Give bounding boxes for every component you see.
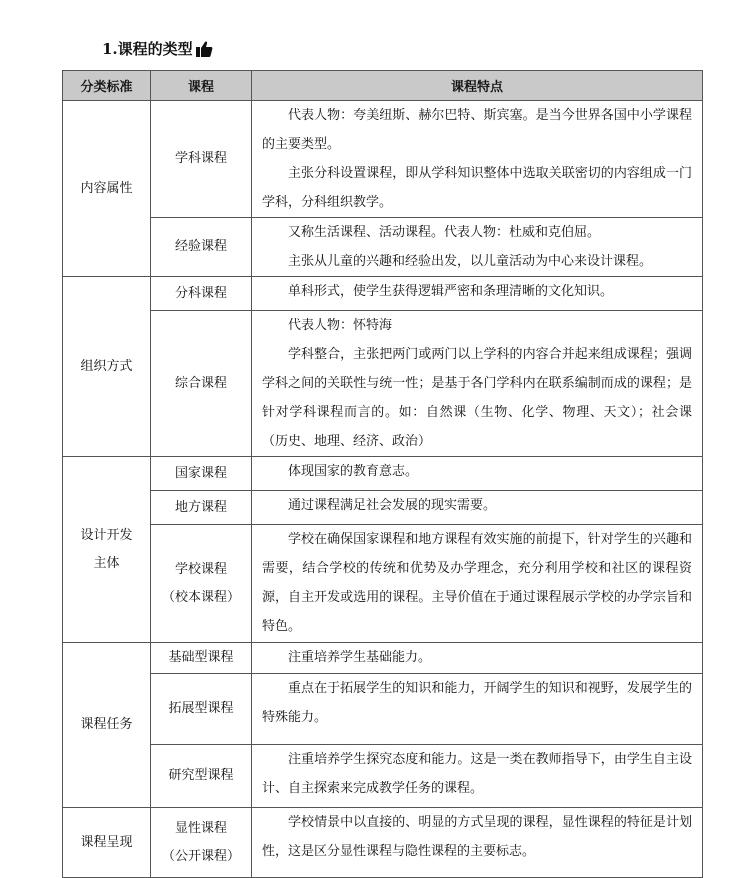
table-header-row — [63, 71, 703, 101]
feature-paragraph: 主张从儿童的兴趣和经验出发，以儿童活动为中心来设计课程。 — [288, 254, 653, 269]
course-cell: 地方课程 — [151, 491, 252, 525]
section-heading — [102, 38, 213, 59]
category-cell — [63, 457, 151, 643]
table-row — [63, 457, 703, 491]
feature-paragraph: 重点在于拓展学生的知识和能力，开阔学生的知识和视野，发展学生的特殊能力。 — [262, 681, 692, 725]
header-category: 分类标准 — [63, 71, 151, 101]
features-cell — [252, 674, 703, 745]
category-cell: 课程任务 — [63, 643, 151, 808]
table-row — [63, 218, 703, 277]
table-row — [63, 745, 703, 808]
header-features: 课程特点 — [252, 71, 703, 101]
course-line: （公开课程） — [161, 848, 240, 864]
course-cell: 基础型课程 — [151, 643, 252, 674]
features-cell — [252, 457, 703, 491]
course-cell: 分科课程 — [151, 277, 252, 311]
course-line: 学校课程 — [174, 561, 227, 577]
course-cell — [151, 808, 252, 878]
feature-paragraph: 代表人物：怀特海 — [288, 318, 393, 333]
course-cell: 国家课程 — [151, 457, 252, 491]
course-cell: 研究型课程 — [151, 745, 252, 808]
feature-paragraph: 体现国家的教育意志。 — [288, 464, 419, 479]
features-cell — [252, 101, 703, 218]
features-cell — [252, 643, 703, 674]
feature-paragraph: 学科整合，主张把两门或两门以上学科的内容合并起来组成课程；强调学科之间的关联性与统一性；是基于各门学科内在联系编制而成的课程；是针对学科课程而言的。如：自然课（生物、化学、物理、天文）；社会课（历史、地理、经济、政治） — [262, 347, 692, 449]
thumbs-up-icon — [195, 40, 213, 58]
table-row — [63, 491, 703, 525]
feature-paragraph: 代表人物：夸美纽斯、赫尔巴特、斯宾塞。是当今世界各国中小学课程的主要类型。 — [262, 108, 692, 152]
features-cell — [252, 808, 703, 878]
feature-paragraph: 主张分科设置课程，即从学科知识整体中选取关联密切的内容组成一门学科，分科组织教学。 — [262, 166, 692, 210]
features-cell — [252, 745, 703, 808]
category-line: 主体 — [93, 555, 120, 571]
course-types-table — [62, 70, 703, 878]
course-cell: 经验课程 — [151, 218, 252, 277]
section-title: 1.课程的类型 — [102, 40, 193, 58]
course-cell: 拓展型课程 — [151, 674, 252, 745]
feature-paragraph: 单科形式，使学生获得逻辑严密和条理清晰的文化知识。 — [288, 284, 614, 299]
course-cell — [151, 525, 252, 643]
features-cell — [252, 525, 703, 643]
feature-paragraph: 通过课程满足社会发展的现实需要。 — [288, 498, 497, 513]
course-cell: 学科课程 — [151, 101, 252, 218]
feature-paragraph: 学校情景中以直接的、明显的方式呈现的课程，显性课程的特征是计划性，这是区分显性课程与隐性课程的主要标志。 — [262, 815, 692, 859]
table-row — [63, 277, 703, 311]
table-row — [63, 643, 703, 674]
features-cell — [252, 311, 703, 457]
feature-paragraph: 注重培养学生探究态度和能力。这是一类在教师指导下，由学生自主设计、自主探索来完成教学任务的课程。 — [262, 752, 692, 796]
course-cell: 综合课程 — [151, 311, 252, 457]
category-cell: 组织方式 — [63, 277, 151, 457]
feature-paragraph: 又称生活课程、活动课程。代表人物：杜威和克伯屈。 — [288, 225, 601, 240]
table-row — [63, 525, 703, 643]
features-cell — [252, 277, 703, 311]
table-row — [63, 101, 703, 218]
feature-paragraph: 注重培养学生基础能力。 — [288, 650, 432, 665]
header-course: 课程 — [151, 71, 252, 101]
table-row — [63, 808, 703, 878]
features-cell — [252, 218, 703, 277]
category-cell: 内容属性 — [63, 101, 151, 277]
feature-paragraph: 学校在确保国家课程和地方课程有效实施的前提下，针对学生的兴趣和需要，结合学校的传统和优势及办学理念，充分利用学校和社区的课程资源，自主开发或选用的课程。主导价值在于通过课程展示学校的办学宗旨和特色。 — [262, 532, 692, 634]
category-line: 设计开发 — [80, 527, 133, 543]
features-cell — [252, 491, 703, 525]
course-line: （校本课程） — [161, 589, 240, 605]
table-row — [63, 311, 703, 457]
course-line: 显性课程 — [174, 820, 227, 836]
table-row — [63, 674, 703, 745]
category-cell: 课程呈现 — [63, 808, 151, 878]
